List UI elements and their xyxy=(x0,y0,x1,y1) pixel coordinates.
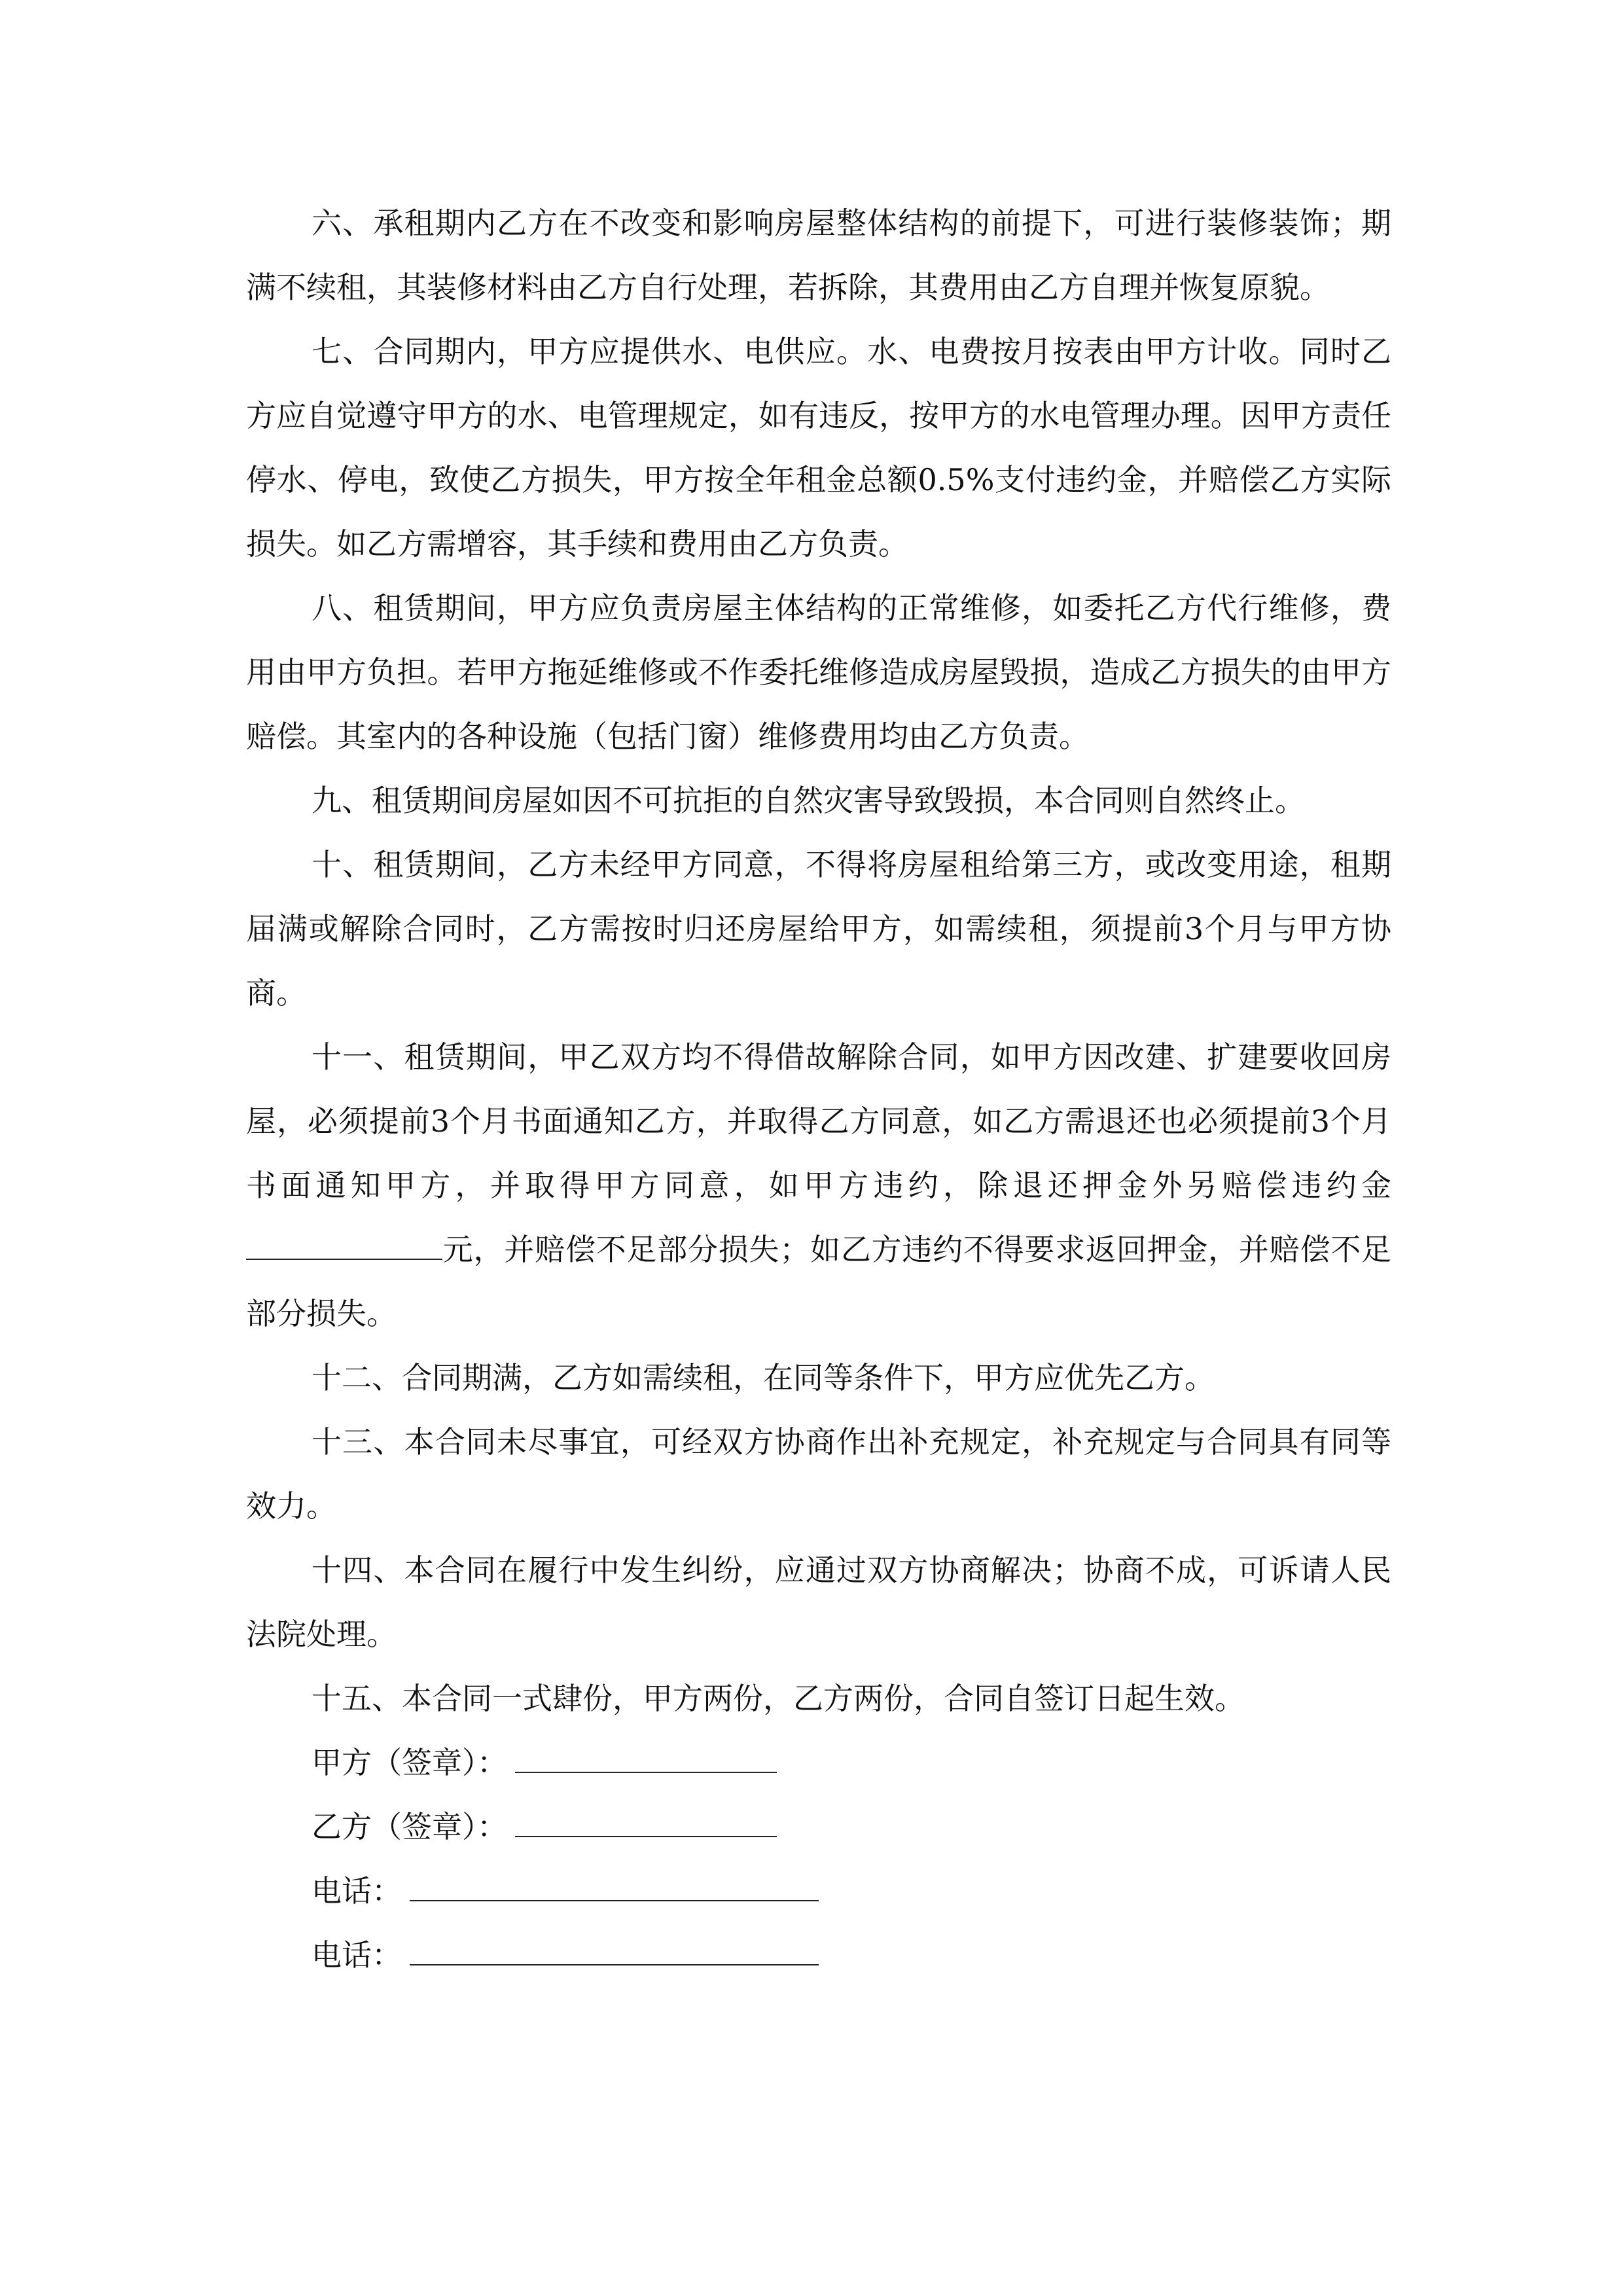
clause-9: 九、租赁期间房屋如因不可抗拒的自然灾害导致毁损，本合同则自然终止。 xyxy=(312,783,1305,818)
clause-7: 七、合同期内，甲方应提供水、电供应。水、电费按月按表由甲方计收。同时乙方应自觉遵守甲方的水、电管理规定，如有违反，按甲方的水电管理办理。因甲方责任停水、停电，致使乙方损失，甲方按全年租金总额0.5%支付违约金，并赔偿乙方实际损失。如乙方需增容，其手续和费用由乙方负责。 xyxy=(246,334,1391,562)
clause-15: 十五、本合同一式肆份，甲方两份，乙方两份，合同自签订日起生效。 xyxy=(312,1681,1245,1716)
clause-12: 十二、合同期满，乙方如需续租，在同等条件下，甲方应优先乙方。 xyxy=(312,1360,1215,1395)
contract-page xyxy=(246,191,1391,1987)
signature-party-b-row xyxy=(246,1795,1391,1859)
phone-2-line[interactable] xyxy=(410,1938,819,1965)
signature-party-a-line[interactable] xyxy=(515,1746,777,1773)
signature-party-b-label: 乙方（签章）： xyxy=(312,1809,507,1844)
phone-1-line[interactable] xyxy=(410,1874,819,1901)
phone-1-row xyxy=(246,1859,1391,1923)
signature-party-b-line[interactable] xyxy=(515,1810,777,1837)
clause-10: 十、租赁期间，乙方未经甲方同意，不得将房屋租给第三方，或改变用途，租期届满或解除合同时，乙方需按时归还房屋给甲方，如需续租，须提前3个月与甲方协商。 xyxy=(246,847,1391,1011)
phone-1-label: 电话： xyxy=(312,1873,402,1909)
clause-8: 八、租赁期间，甲方应负责房屋主体结构的正常维修，如委托乙方代行维修，费用由甲方负担。若甲方拖延维修或不作委托维修造成房屋毁损，造成乙方损失的由甲方赔偿。其室内的各种设施（包括门窗）维修费用均由乙方负责。 xyxy=(246,590,1391,754)
clause-14: 十四、本合同在履行中发生纠纷，应通过双方协商解决；协商不成，可诉请人民法院处理。 xyxy=(246,1552,1391,1652)
clause-11-text-before: 十一、租赁期间，甲乙双方均不得借故解除合同，如甲方因改建、扩建要收回房屋，必须提前3个月书面通知乙方，并取得乙方同意，如乙方需退还也必须提前3个月书面通知甲方，并取得甲方同意，如甲方违约，除退还押金外另赔偿违约金 xyxy=(246,1039,1391,1203)
clause-13: 十三、本合同未尽事宜，可经双方协商作出补充规定，补充规定与合同具有同等效力。 xyxy=(246,1424,1391,1524)
signature-party-a-label: 甲方（签章）： xyxy=(312,1745,507,1780)
phone-2-row xyxy=(246,1923,1391,1987)
signature-party-a-row xyxy=(246,1731,1391,1795)
penalty-amount-blank[interactable] xyxy=(246,1229,442,1260)
clause-6: 六、承租期内乙方在不改变和影响房屋整体结构的前提下，可进行装修装饰；期满不续租，其装修材料由乙方自行处理，若拆除，其费用由乙方自理并恢复原貌。 xyxy=(246,206,1391,305)
phone-2-label: 电话： xyxy=(312,1937,402,1973)
clause-11 xyxy=(246,1025,1391,1346)
clause-11-text-after: 元，并赔偿不足部分损失；如乙方违约不得要求返回押金，并赔偿不足部分损失。 xyxy=(246,1232,1391,1331)
